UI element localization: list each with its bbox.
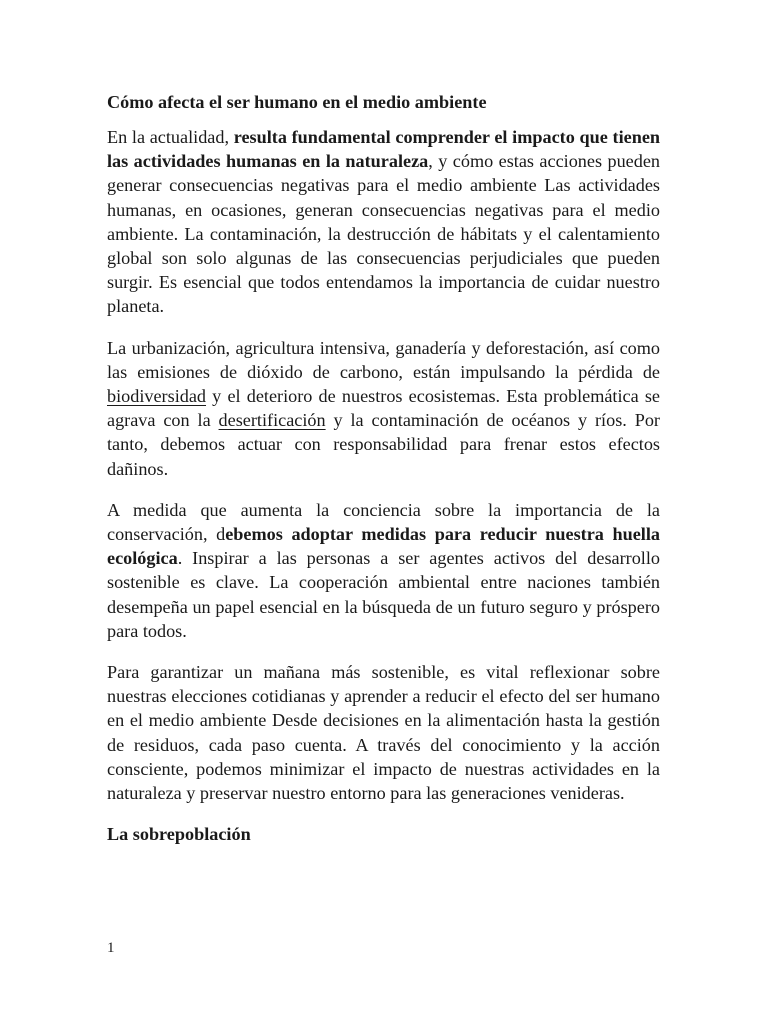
paragraph-1-text-a: En la actualidad, bbox=[107, 127, 234, 147]
paragraph-3-text-a: A medida que aumenta la conciencia sobre la importancia de la conservación, d bbox=[107, 499, 660, 545]
paragraph-4: Para garantizar un mañana más sostenible, es vital reflexionar sobre nuestras elecciones cotidianas y aprender a reducir el efecto del ser humano en el medio ambiente Desde decisiones en la alimentación hasta la gestión de residuos, cada paso cuenta. A través del conocimiento y la acción consciente, podemos minimizar el impacto de nuestras actividades en la naturaleza y preservar nuestro entorno para las generaciones venideras. bbox=[107, 662, 660, 804]
document-title: Cómo afecta el ser humano en el medio ambiente bbox=[107, 92, 487, 112]
paragraph-2-text-a: La urbanización, agricultura intensiva, ganadería y deforestación, así como las emisiones de dióxido de carbono, están impulsando la pérdida de bbox=[107, 337, 660, 382]
paragraph-3-bold-text: ebemos adoptar medidas para reducir nuestra huella ecológica bbox=[107, 524, 661, 569]
paragraph-3 bbox=[107, 498, 660, 643]
section-subheading: La sobrepoblación bbox=[107, 824, 251, 845]
paragraph-1 bbox=[107, 125, 660, 319]
paragraph-2 bbox=[107, 336, 660, 481]
page-number: 1 bbox=[107, 940, 115, 956]
paragraph-2-text-c: y la contaminación de océanos y ríos. Por tanto, debemos actuar con responsabilidad para frenar estos efectos dañinos. bbox=[107, 410, 660, 479]
paragraph-2-text-b: y el deterioro de nuestros ecosistemas. Esta problemática se agrava con la bbox=[107, 386, 660, 431]
paragraph-3-text-c: . Inspirar a las personas a ser agentes activos del desarrollo sostenible es clave. La cooperación ambiental entre naciones también desempeña un papel esencial en la búsqueda de un futuro seguro y próspero para todos. bbox=[107, 548, 660, 641]
biodiversidad-link[interactable]: biodiversidad bbox=[107, 386, 207, 407]
document-page bbox=[107, 90, 660, 846]
paragraph-1-bold-text: resulta fundamental comprender el impacto que tienen las actividades humanas en la naturaleza bbox=[107, 127, 661, 172]
desertificacion-link[interactable]: desertificación bbox=[218, 410, 326, 431]
paragraph-1-text-c: , y cómo estas acciones pueden generar consecuencias negativas para el medio ambiente Las actividades humanas, en ocasiones, generan consecuencias negativas para el medio ambiente. La contaminación, la destrucción de hábitats y el calentamiento global son solo algunas de las consecuencias perjudiciales que pueden surgir. Es esencial que todos entendamos la importancia de cuidar nuestro planeta. bbox=[107, 151, 660, 317]
